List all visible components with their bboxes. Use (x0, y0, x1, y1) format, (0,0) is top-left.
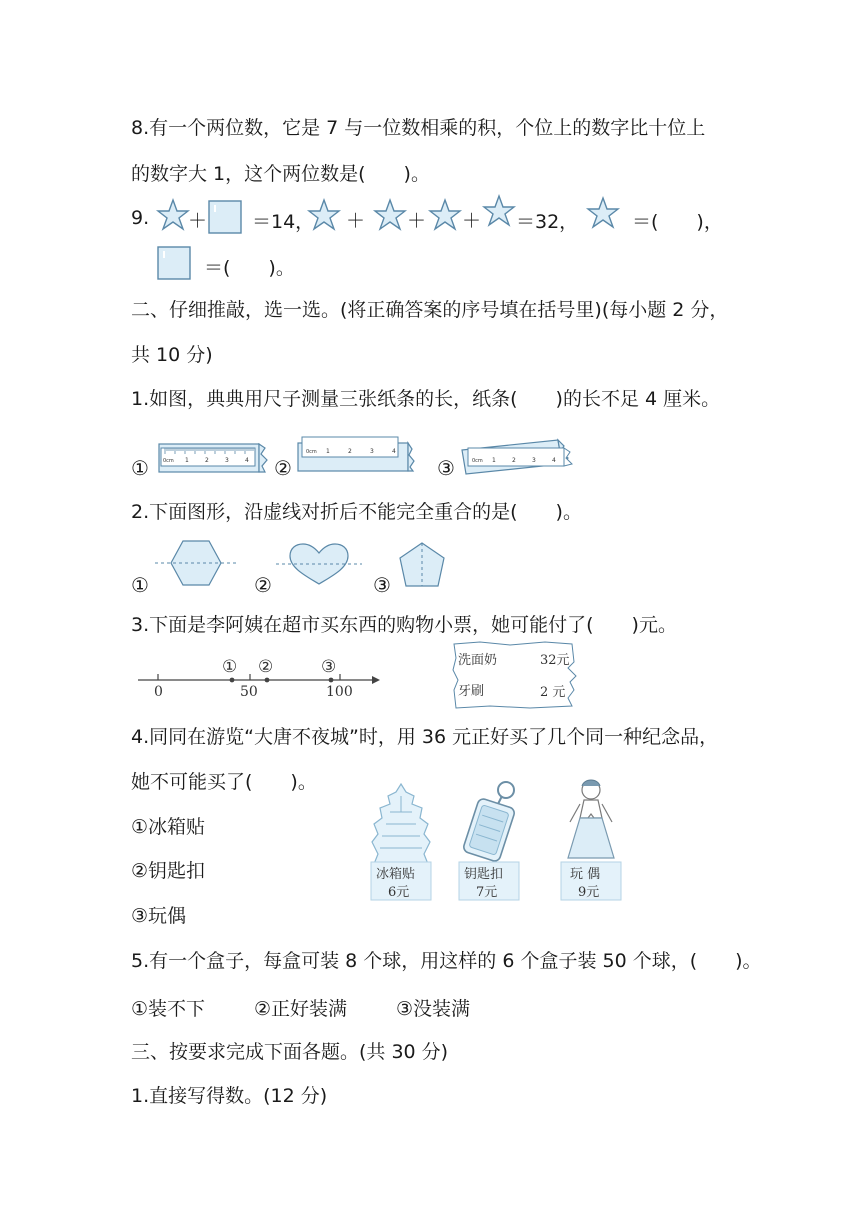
q8-line-2: 的数字大 1，这个两位数是( )。 (131, 163, 430, 185)
number-line-marker-2: ② (258, 657, 274, 677)
star-icon (428, 198, 462, 232)
q9-plus-1: ＋ (188, 210, 208, 232)
ruler-unit-label: 0cm (306, 449, 317, 455)
s2q5-option-1: ①装不下 (131, 998, 206, 1020)
number-line (136, 652, 382, 702)
option-1-label: ① (131, 573, 149, 597)
q9-star-answer: ＝( )， (632, 211, 723, 233)
option-2-label: ② (274, 456, 292, 480)
pentagon-shape (396, 540, 450, 592)
ruler-tick-label: 1 (492, 457, 496, 464)
keychain-product (456, 778, 522, 902)
ruler-tick-label: 4 (392, 448, 396, 455)
number-line-tick-0: 0 (154, 684, 163, 700)
ruler-strip-2 (296, 433, 421, 479)
product-price-fridge-magnet: 6元 (388, 885, 410, 900)
ruler-tick-label: 3 (532, 457, 536, 464)
receipt-item-1: 洗面奶 (458, 653, 498, 668)
product-price-keychain: 7元 (476, 885, 498, 900)
heart-shape (276, 542, 362, 588)
star-icon (482, 194, 516, 228)
section3-question-1: 1.直接写得数。(12 分) (131, 1085, 328, 1107)
square-icon (157, 246, 191, 280)
ruler-unit-label: 0cm (163, 458, 174, 464)
number-line-tick-50: 50 (240, 684, 258, 700)
s2q4-option-2: ②钥匙扣 (131, 860, 206, 882)
ruler-strip-3 (458, 436, 578, 480)
ruler-tick-label: 4 (245, 457, 249, 464)
ruler-tick-label: 1 (185, 457, 189, 464)
ruler-tick-label: 4 (552, 457, 556, 464)
q8-line-1: 8.有一个两位数，它是 7 与一位数相乘的积，个位上的数字比十位上 (131, 117, 706, 139)
s2q4-line-1: 4.同同在游览“大唐不夜城”时，用 36 元正好买了几个同一种纪念品， (131, 726, 719, 748)
s2q2-question: 2.下面图形，沿虚线对折后不能完全重合的是( )。 (131, 501, 582, 523)
receipt-price-2: 2 元 (540, 685, 566, 700)
receipt (450, 640, 582, 710)
receipt-price-1: 32元 (540, 653, 570, 668)
s2q4-option-3: ③玩偶 (131, 905, 187, 927)
q9-square-answer: ＝( )。 (204, 257, 295, 279)
s2q5-option-2: ②正好装满 (254, 998, 348, 1020)
section2-heading-line-2: 共 10 分) (131, 344, 213, 366)
section3-heading: 三、按要求完成下面各题。(共 30 分) (131, 1041, 449, 1063)
number-line-marker-1: ① (222, 657, 238, 677)
q9-equals-32: ＝32， (516, 211, 579, 233)
s2q1-question: 1.如图，典典用尺子测量三张纸条的长，纸条( )的长不足 4 厘米。 (131, 388, 721, 410)
option-3-label: ③ (437, 456, 455, 480)
hexagon-shape (155, 538, 237, 588)
star-icon (586, 196, 620, 230)
s2q4-option-1: ①冰箱贴 (131, 816, 206, 838)
q9-equals-14: ＝14， (252, 211, 315, 233)
option-1-label: ① (131, 456, 149, 480)
product-name-keychain: 钥匙扣 (464, 867, 504, 882)
number-line-tick-100: 100 (326, 684, 353, 700)
product-price-doll: 9元 (578, 885, 600, 900)
star-icon (307, 198, 341, 232)
ruler-tick-label: 3 (225, 457, 229, 464)
doll-product (558, 774, 624, 902)
number-line-marker-3: ③ (321, 657, 337, 677)
s2q5-option-3: ③没装满 (396, 998, 471, 1020)
s2q4-line-2: 她不可能买了( )。 (131, 771, 317, 793)
star-icon (373, 198, 407, 232)
q9-number: 9. (131, 207, 150, 229)
s2q3-question: 3.下面是李阿姨在超市买东西的购物小票，她可能付了( )元。 (131, 614, 677, 636)
q9-plus-2: ＋ (346, 210, 366, 232)
q9-plus-3: ＋ (407, 210, 427, 232)
s2q5-question: 5.有一个盒子，每盒可装 8 个球，用这样的 6 个盒子装 50 个球，( )。 (131, 950, 762, 972)
receipt-item-2: 牙刷 (458, 684, 485, 699)
ruler-tick-label: 1 (326, 448, 330, 455)
fridge-magnet-product (368, 782, 434, 902)
ruler-tick-label: 3 (370, 448, 374, 455)
option-3-label: ③ (373, 573, 391, 597)
product-name-fridge-magnet: 冰箱贴 (376, 867, 416, 882)
section2-heading-line-1: 二、仔细推敲，选一选。(将正确答案的序号填在括号里)(每小题 2 分， (131, 299, 729, 321)
product-name-doll: 玩 偶 (570, 867, 601, 882)
ruler-tick-label: 2 (205, 457, 209, 464)
ruler-tick-label: 2 (348, 448, 352, 455)
q9-plus-4: ＋ (462, 210, 482, 232)
ruler-unit-label: 0cm (472, 458, 483, 464)
option-2-label: ② (254, 573, 272, 597)
ruler-strip-1 (157, 438, 269, 478)
ruler-tick-label: 2 (512, 457, 516, 464)
star-icon (156, 198, 190, 232)
square-icon (208, 200, 242, 234)
